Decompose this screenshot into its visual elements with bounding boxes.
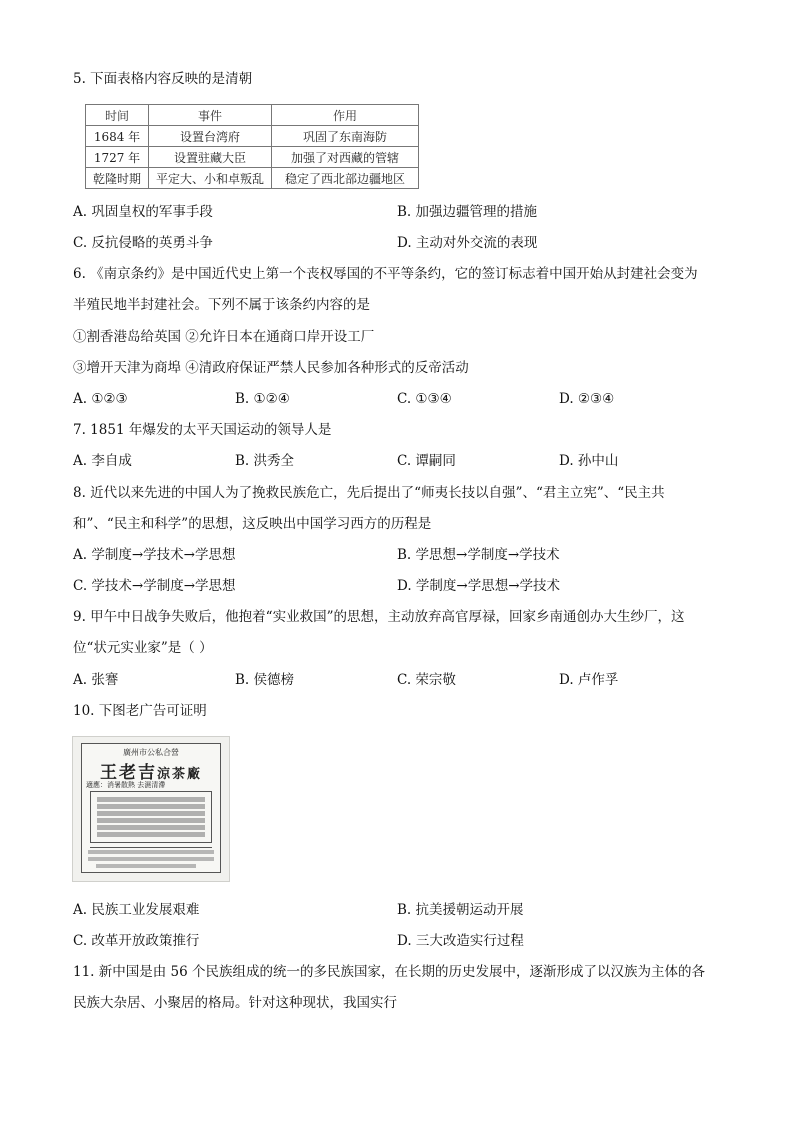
- option-c[interactable]: C. 谭嗣同: [397, 453, 456, 469]
- option-a[interactable]: A. 张謇: [73, 672, 119, 688]
- option-c[interactable]: C. 学技术→学制度→学思想: [73, 578, 236, 594]
- q8-stem-line-1: 8. 近代以来先进的中国人为了挽救民族危亡，先后提出了“师夷长技以自强”、“君主立宪”、“民主共: [73, 485, 665, 501]
- advertisement-brand-name: 王老吉: [99, 763, 157, 783]
- option-b[interactable]: B. ①②④: [235, 391, 290, 407]
- q6-options-row: [73, 390, 733, 408]
- q9-stem-line-2: 位“状元实业家”是（ ）: [73, 640, 213, 656]
- table-cell: 加强了对西藏的管辖: [272, 147, 419, 168]
- q6-items-line-2: ③增开天津为商埠 ④清政府保证严禁人民参加各种形式的反帝活动: [73, 360, 469, 376]
- q5-options-row-2: [73, 234, 733, 252]
- option-b[interactable]: B. 侯德榜: [235, 672, 295, 688]
- q9-stem-line-1: 9. 甲午中日战争失败后，他抱着“实业救国”的思想，主动放弃高官厚禄，回家乡南通创办大生纱厂，这: [73, 609, 685, 625]
- table-header-cell: 时间: [86, 105, 149, 126]
- table-header-cell: 作用: [272, 105, 419, 126]
- old-advertisement-image: [72, 736, 230, 882]
- advertisement-top-line: 廣州市公私合營: [123, 748, 179, 757]
- table-cell: 设置驻藏大臣: [149, 147, 272, 168]
- option-b[interactable]: B. 抗美援朝运动开展: [397, 902, 524, 918]
- q8-options-row-1: [73, 546, 733, 564]
- q7-stem: 7. 1851 年爆发的太平天国运动的领导人是: [73, 422, 332, 438]
- option-a[interactable]: A. 李自成: [73, 453, 132, 469]
- q10-options-row-1: [73, 901, 733, 919]
- table-header-cell: 事件: [149, 105, 272, 126]
- q6-items-line-1: ①割香港岛给英国 ②允许日本在通商口岸开设工厂: [73, 329, 375, 345]
- q8-stem-line-2: 和”、“民主和科学”的思想，这反映出中国学习西方的历程是: [73, 516, 432, 532]
- option-c[interactable]: C. 荣宗敬: [397, 672, 456, 688]
- advertisement-footer-row: [88, 857, 214, 861]
- table-cell: 1727 年: [86, 147, 149, 168]
- option-b[interactable]: B. 加强边疆管理的措施: [397, 204, 538, 220]
- option-d[interactable]: D. 孙中山: [559, 453, 619, 469]
- option-c[interactable]: C. ①③④: [397, 391, 452, 407]
- option-a[interactable]: A. ①②③: [73, 391, 128, 407]
- table-cell: 设置台湾府: [149, 126, 272, 147]
- table-cell: 稳定了西北部边疆地区: [272, 168, 419, 189]
- table-cell: 平定大、小和卓叛乱: [149, 168, 272, 189]
- q10-options-row-2: [73, 932, 733, 950]
- option-a[interactable]: A. 巩固皇权的军事手段: [73, 204, 213, 220]
- table-cell: 巩固了东南海防: [272, 126, 419, 147]
- option-a[interactable]: A. 民族工业发展艰难: [73, 902, 200, 918]
- advertisement-text-row: [97, 832, 205, 837]
- q5-stem: 5. 下面表格内容反映的是清朝: [73, 71, 253, 87]
- option-b[interactable]: B. 洪秀全: [235, 453, 295, 469]
- option-d[interactable]: D. ②③④: [559, 391, 615, 407]
- table-cell: 乾隆时期: [86, 168, 149, 189]
- option-d[interactable]: D. 主动对外交流的表现: [397, 235, 538, 251]
- q6-stem-line-2: 半殖民地半封建社会。下列不属于该条约内容的是: [73, 297, 370, 313]
- advertisement-text-row: [97, 797, 205, 802]
- q5-options-row-1: [73, 203, 733, 221]
- option-d[interactable]: D. 学制度→学思想→学技术: [397, 578, 561, 594]
- q11-stem-line-1: 11. 新中国是由 56 个民族组成的统一的多民族国家，在长期的历史发展中，逐渐形成了以汉族为主体的各: [73, 964, 706, 980]
- table-header-row: [86, 105, 419, 126]
- advertisement-frame: [81, 743, 221, 873]
- advertisement-slogan: 適應：消暑散熱 去濕清滯: [86, 781, 166, 789]
- advertisement-text-row: [97, 804, 205, 809]
- advertisement-footer-row: [88, 850, 214, 854]
- advertisement-list-box: [90, 791, 212, 843]
- q11-stem-line-2: 民族大杂居、小聚居的格局。针对这种现状，我国实行: [73, 995, 397, 1011]
- table-row: [86, 168, 419, 189]
- table-cell: 1684 年: [86, 126, 149, 147]
- option-a[interactable]: A. 学制度→学技术→学思想: [73, 547, 236, 563]
- q9-options-row: [73, 671, 733, 689]
- option-d[interactable]: D. 三大改造实行过程: [397, 933, 524, 949]
- advertisement-footer-row: [96, 864, 196, 868]
- q7-options-row: [73, 452, 733, 470]
- advertisement-text-row: [97, 811, 205, 816]
- q10-stem: 10. 下图老广告可证明: [73, 703, 207, 719]
- advertisement-divider: [90, 847, 212, 848]
- option-c[interactable]: C. 改革开放政策推行: [73, 933, 200, 949]
- q8-options-row-2: [73, 577, 733, 595]
- option-d[interactable]: D. 卢作孚: [559, 672, 619, 688]
- q6-stem-line-1: 6. 《南京条约》是中国近代史上第一个丧权辱国的不平等条约，它的签订标志着中国开始从封建社会变为: [73, 266, 698, 282]
- table-row: [86, 126, 419, 147]
- advertisement-text-row: [97, 825, 205, 830]
- advertisement-brand-side: 涼茶廠: [156, 767, 202, 782]
- advertisement-text-row: [97, 818, 205, 823]
- option-c[interactable]: C. 反抗侵略的英勇斗争: [73, 235, 213, 251]
- q5-table: [85, 104, 419, 189]
- option-b[interactable]: B. 学思想→学制度→学技术: [397, 547, 560, 563]
- table-row: [86, 147, 419, 168]
